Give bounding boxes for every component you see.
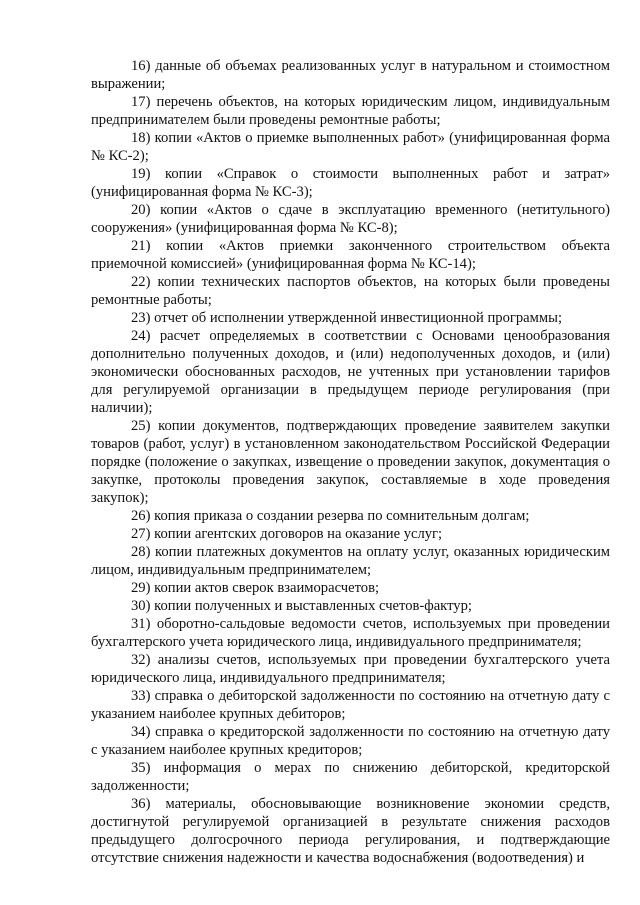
item-text: копии агентских договоров на оказание услуг; <box>150 526 443 542</box>
item-number: 33) <box>131 688 151 704</box>
list-item <box>91 579 610 597</box>
list-item <box>91 327 610 417</box>
item-number: 18) <box>131 130 151 146</box>
document-body <box>91 57 610 867</box>
item-number: 27) <box>131 526 151 542</box>
list-item <box>91 687 610 723</box>
item-text: справка о кредиторской задолженности по состоянию на отчетную дату с указанием наиболее крупных кредиторов; <box>91 724 610 758</box>
item-text: копия приказа о создании резерва по сомнительным долгам; <box>150 508 530 524</box>
item-number: 29) <box>131 580 151 596</box>
list-item <box>91 615 610 651</box>
list-item <box>91 525 610 543</box>
item-text: справка о дебиторской задолженности по состоянию на отчетную дату с указанием наиболее крупных дебиторов; <box>91 688 610 722</box>
item-text: копии «Актов о сдаче в эксплуатацию временного (нетитульного) сооружения» (унифицированная форма № КС-8); <box>91 202 610 236</box>
item-text: копии платежных документов на оплату услуг, оказанных юридическим лицом, индивидуальным предпринимателем; <box>91 544 610 578</box>
list-item <box>91 93 610 129</box>
item-number: 23) <box>131 310 151 326</box>
item-number: 20) <box>131 202 151 218</box>
list-item <box>91 543 610 579</box>
item-text: копии актов сверок взаиморасчетов; <box>150 580 380 596</box>
item-number: 16) <box>131 58 151 74</box>
item-text: анализы счетов, используемых при проведении бухгалтерского учета юридического лица, индивидуального предпринимателя; <box>91 652 610 686</box>
item-number: 36) <box>131 796 151 812</box>
list-item <box>91 129 610 165</box>
item-number: 26) <box>131 508 151 524</box>
item-number: 28) <box>131 544 151 560</box>
item-number: 21) <box>131 238 151 254</box>
item-number: 24) <box>131 328 151 344</box>
item-text: материалы, обосновывающие возникновение экономии средств, достигнутой регулируемой организацией в результате снижения расходов предыдущего долгосрочного периода регулирования, и подтверждающие отсутствие снижения надежности и качества водоснабжения (водоотведения) и <box>91 796 610 866</box>
list-item <box>91 309 610 327</box>
item-text: расчет определяемых в соответствии с Основами ценообразования дополнительно полученных доходов, и (или) недополученных доходов, и (или) экономически обоснованных расходов, не учтенных при установлении тарифов для регулируемой организации в предыдущем периоде регулирования (при наличии); <box>91 328 610 416</box>
item-number: 19) <box>131 166 151 182</box>
list-item <box>91 597 610 615</box>
list-item <box>91 507 610 525</box>
list-item <box>91 651 610 687</box>
item-number: 32) <box>131 652 151 668</box>
item-text: копии полученных и выставленных счетов-фактур; <box>150 598 472 614</box>
item-text: копии документов, подтверждающих проведение заявителем закупки товаров (работ, услуг) в установленном законодательством Российской Федерации порядке (положение о закупках, извещение о проведении закупок, документация о закупке, протоколы проведения закупок, составляемые в ходе проведения закупок); <box>91 418 610 506</box>
item-text: копии «Актов о приемке выполненных работ» (унифицированная форма № КС-2); <box>91 130 610 164</box>
list-item <box>91 237 610 273</box>
item-text: данные об объемах реализованных услуг в натуральном и стоимостном выражении; <box>91 58 610 92</box>
item-text: информация о мерах по снижению дебиторской, кредиторской задолженности; <box>91 760 610 794</box>
list-item <box>91 795 610 867</box>
list-item <box>91 417 610 507</box>
item-text: копии «Актов приемки законченного строительством объекта приемочной комиссией» (унифицированная форма № КС-14); <box>91 238 610 272</box>
item-number: 30) <box>131 598 151 614</box>
item-number: 25) <box>131 418 151 434</box>
item-text: копии технических паспортов объектов, на которых были проведены ремонтные работы; <box>91 274 610 308</box>
item-number: 35) <box>131 760 151 776</box>
item-number: 34) <box>131 724 151 740</box>
item-text: оборотно-сальдовые ведомости счетов, используемых при проведении бухгалтерского учета юридического лица, индивидуального предпринимателя; <box>91 616 610 650</box>
list-item <box>91 273 610 309</box>
list-item <box>91 201 610 237</box>
list-item <box>91 165 610 201</box>
item-number: 22) <box>131 274 151 290</box>
item-text: перечень объектов, на которых юридическим лицом, индивидуальным предпринимателем были проведены ремонтные работы; <box>91 94 610 128</box>
list-item <box>91 57 610 93</box>
item-number: 31) <box>131 616 151 632</box>
item-number: 17) <box>131 94 151 110</box>
item-text: копии «Справок о стоимости выполненных работ и затрат» (унифицированная форма № КС-3); <box>91 166 610 200</box>
list-item <box>91 723 610 759</box>
item-text: отчет об исполнении утвержденной инвестиционной программы; <box>150 310 562 326</box>
list-item <box>91 759 610 795</box>
